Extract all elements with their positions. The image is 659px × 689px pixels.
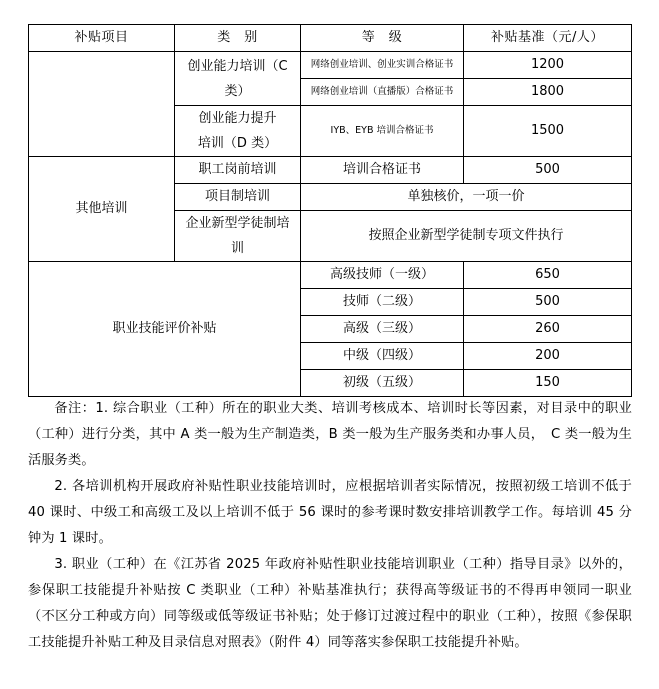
notes-section xyxy=(28,396,632,656)
subsidy-table-container xyxy=(28,24,631,390)
grade-cell: 初级（五级） xyxy=(301,370,464,397)
amount-cell: 1800 xyxy=(464,79,632,106)
grade-cell: 高级（三级） xyxy=(301,316,464,343)
grade-cell: 培训合格证书 xyxy=(301,157,464,184)
skill-evaluation-label: 职业技能评价补贴 xyxy=(29,262,301,397)
category-cell: 项目制培训 xyxy=(175,184,301,211)
category-cell: 企业新型学徒制培训 xyxy=(175,211,301,262)
header-grade: 等 级 xyxy=(301,25,464,52)
note-paragraph-1: 备注：1. 综合职业（工种）所在的职业大类、培训考核成本、培训时长等因素，对目录中的职业（工种）进行分类，其中 A 类一般为生产制造类，B 类一般为生产服务类和办事人员， C 类一般为生活服务类。 xyxy=(28,401,632,468)
table-row xyxy=(29,157,632,184)
grade-cell: 网络创业培训（直播版）合格证书 xyxy=(301,79,464,106)
note-paragraph-3: 3. 职业（工种）在《江苏省 2025 年政府补贴性职业技能培训职业（工种）指导目录》以外的，参保职工技能提升补贴按 C 类职业（工种）补贴基准执行；获得高等级证书的不得再申领同一职业（不区分工种或方向）同等级或低等级证书补贴；处于修订过渡过程中的职业（工种），按照《参保职工技能提升补贴工种及目录信息对照表》（附件 4）同等落实参保职工技能提升补贴。 xyxy=(28,557,632,650)
merged-value-cell: 单独核价，一项一价 xyxy=(301,184,632,211)
header-amount: 补贴基准（元/人） xyxy=(464,25,632,52)
header-category: 类 别 xyxy=(175,25,301,52)
other-training-label: 其他培训 xyxy=(29,157,175,262)
amount-cell: 260 xyxy=(464,316,632,343)
amount-cell: 1500 xyxy=(464,106,632,157)
subsidy-table xyxy=(28,24,632,397)
grade-cell: 高级技师（一级） xyxy=(301,262,464,289)
amount-cell: 500 xyxy=(464,157,632,184)
category-c-cell: 创业能力培训（C类） xyxy=(175,52,301,106)
grade-cell: IYB、EYB 培训合格证书 xyxy=(301,106,464,157)
amount-cell: 1200 xyxy=(464,52,632,79)
amount-cell: 150 xyxy=(464,370,632,397)
amount-cell: 650 xyxy=(464,262,632,289)
entrepreneurship-group-cell xyxy=(29,52,175,157)
table-header-row xyxy=(29,25,632,52)
amount-cell: 500 xyxy=(464,289,632,316)
table-row xyxy=(29,262,632,289)
table-row xyxy=(29,52,632,79)
amount-cell: 200 xyxy=(464,343,632,370)
grade-cell: 中级（四级） xyxy=(301,343,464,370)
merged-value-cell: 按照企业新型学徒制专项文件执行 xyxy=(301,211,632,262)
grade-cell: 技师（二级） xyxy=(301,289,464,316)
header-subsidy-item: 补贴项目 xyxy=(29,25,175,52)
category-cell: 职工岗前培训 xyxy=(175,157,301,184)
category-d-cell: 创业能力提升培训（D 类） xyxy=(175,106,301,157)
note-paragraph-2: 2. 各培训机构开展政府补贴性职业技能培训时，应根据培训者实际情况，按照初级工培训不低于 40 课时、中级工和高级工及以上培训不低于 56 课时的参考课时数安排培训教学工作。每培训 45 分钟为 1 课时。 xyxy=(28,479,632,546)
grade-cell: 网络创业培训、创业实训合格证书 xyxy=(301,52,464,79)
